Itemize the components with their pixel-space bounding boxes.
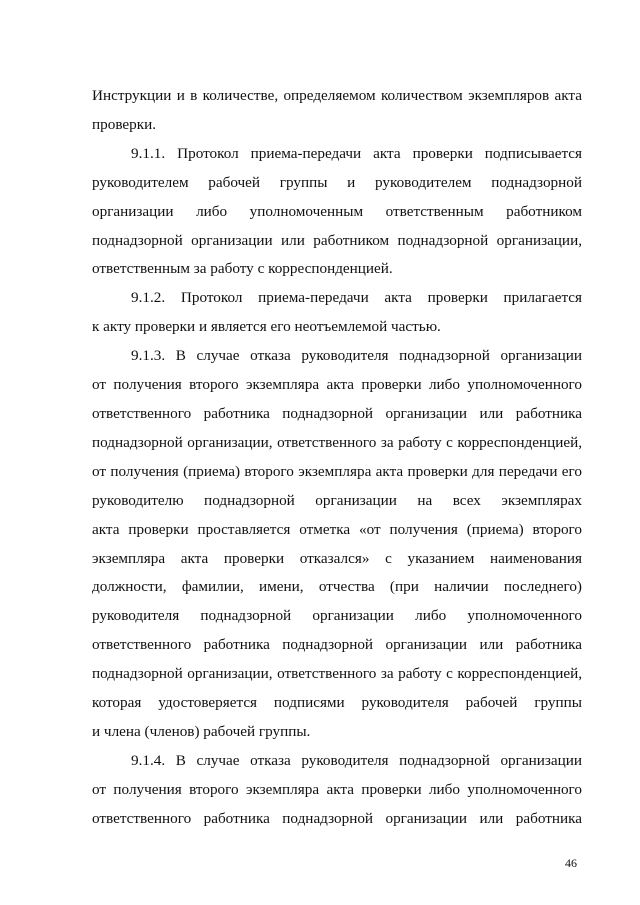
text-line: должности, фамилии, имени, отчества (при наличии последнего) <box>92 578 582 596</box>
text-line: ответственного работника поднадзорной организации или работника <box>92 809 582 827</box>
text-line: ответственного работника поднадзорной организации или работника <box>92 636 582 654</box>
text-line: и члена (членов) рабочей группы. <box>92 722 311 740</box>
text-line: которая удостоверяется подписями руководителя рабочей группы <box>92 694 582 712</box>
text-line: 9.1.2. Протокол приема-передачи акта проверки прилагается <box>131 289 582 307</box>
text-line: ответственного работника поднадзорной организации или работника <box>92 404 582 422</box>
text-line: организации либо уполномоченным ответственным работником <box>92 202 582 220</box>
text-line: поднадзорной организации, ответственного за работу с корреспонденцией, <box>92 665 582 683</box>
text-line: ответственным за работу с корреспонденцией. <box>92 260 393 278</box>
text-line: поднадзорной организации или работником поднадзорной организации, <box>92 231 582 249</box>
text-line: экземпляра акта проверки отказался» с указанием наименования <box>92 549 582 567</box>
text-line: акта проверки проставляется отметка «от получения (приема) второго <box>92 520 582 538</box>
text-line: руководителю поднадзорной организации на всех экземплярах <box>92 491 582 509</box>
text-line: 9.1.4. В случае отказа руководителя поднадзорной организации <box>131 751 582 769</box>
text-line: от получения (приема) второго экземпляра акта проверки для передачи его <box>92 462 582 480</box>
page-number: 46 <box>565 856 577 870</box>
text-line: от получения второго экземпляра акта проверки либо уполномоченного <box>92 780 582 798</box>
text-line: от получения второго экземпляра акта проверки либо уполномоченного <box>92 376 582 394</box>
text-line: 9.1.1. Протокол приема-передачи акта проверки подписывается <box>131 144 582 162</box>
paragraph-9-1-4 <box>92 747 582 834</box>
text-line: руководителем рабочей группы и руководителем поднадзорной <box>92 173 582 191</box>
text-line: руководителя поднадзорной организации либо уполномоченного <box>92 607 582 625</box>
paragraph-continuation <box>92 82 582 140</box>
text-line: поднадзорной организации, ответственного за работу с корреспонденцией, <box>92 433 582 451</box>
text-line: 9.1.3. В случае отказа руководителя поднадзорной организации <box>131 347 582 365</box>
body-text <box>92 82 582 834</box>
text-line: проверки. <box>92 115 157 133</box>
text-line: Инструкции и в количестве, определяемом количеством экземпляров акта <box>92 87 582 104</box>
text-line: к акту проверки и является его неотъемлемой частью. <box>92 318 441 336</box>
paragraph-9-1-3 <box>92 342 582 747</box>
paragraph-9-1-2 <box>92 284 582 342</box>
paragraph-9-1-1 <box>92 140 582 285</box>
